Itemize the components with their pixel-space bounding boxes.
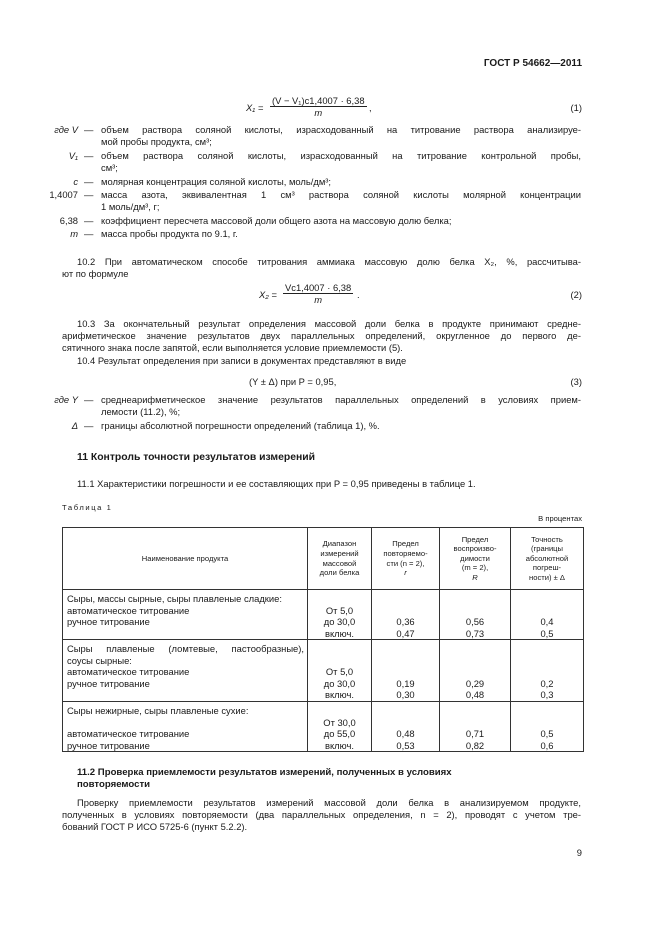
table-cell-line bbox=[511, 666, 583, 678]
table-cell-r bbox=[372, 640, 440, 702]
table-cell-acc bbox=[511, 590, 584, 640]
table-cell-line bbox=[372, 655, 439, 667]
where-symbol: где Y bbox=[54, 394, 78, 405]
where-dash: — bbox=[84, 420, 94, 431]
table-1-header-line: сти (n = 2), bbox=[386, 558, 425, 568]
table-cell-R bbox=[440, 702, 511, 752]
table-cell-line bbox=[440, 655, 510, 667]
table-cell-line: Сыры, массы сырные, сыры плавленые сладкие: bbox=[67, 593, 282, 604]
paragraph-10-2-line-1: 10.2 При автоматическом способе титрования аммиака массовую долю белка X₂, %, рассчитыва- bbox=[77, 256, 581, 267]
section-11-title: 11 Контроль точности результатов измерений bbox=[77, 452, 316, 463]
where-dash: — bbox=[84, 150, 94, 161]
table-1-header-cell bbox=[372, 528, 440, 590]
table-1-header-line: Предел bbox=[392, 539, 419, 549]
table-cell-acc bbox=[511, 640, 584, 702]
table-1-header-line: (границы bbox=[531, 544, 563, 554]
where-description-line: границы абсолютной погрешности определений (таблица 1), %. bbox=[101, 420, 380, 431]
table-1-header-cell bbox=[511, 528, 584, 590]
where-dash: — bbox=[84, 215, 94, 226]
table-cell-name bbox=[63, 702, 308, 752]
where-symbol: c bbox=[73, 176, 78, 187]
table-cell-line bbox=[372, 666, 439, 678]
table-cell-line bbox=[511, 643, 583, 655]
table-1-header-cell bbox=[308, 528, 372, 590]
formula-1-fraction bbox=[270, 95, 367, 118]
table-cell-line: Сыры нежирные, сыры плавленые сухие: bbox=[67, 705, 249, 716]
page-number: 9 bbox=[576, 847, 582, 858]
table-cell-line: 0,4 bbox=[540, 616, 554, 627]
where-dash: — bbox=[84, 189, 94, 200]
where-dash: — bbox=[84, 394, 94, 405]
where-description-line: 1 моль/дм³, г; bbox=[101, 201, 160, 212]
table-1-header-line: R bbox=[472, 572, 478, 582]
table-1-caption: Таблица 1 bbox=[62, 503, 113, 512]
where-description-line: масса азота, эквивалентная 1 см³ раствора соляной кислоты молярной концентрации bbox=[101, 189, 581, 200]
table-cell-line: включ. bbox=[325, 627, 354, 639]
paragraph-10-3-line-3: сятичного знака после запятой, если выполняется условие приемлемости (5). bbox=[62, 342, 403, 353]
table-cell-line: автоматическое титрование bbox=[67, 666, 190, 677]
where-symbol: 1,4007 bbox=[49, 189, 78, 200]
table-1-header-line: доли белка bbox=[319, 568, 360, 578]
table-cell-line: до 30,0 bbox=[323, 616, 356, 627]
table-cell-line: автоматическое титрование bbox=[67, 728, 190, 739]
paragraph-10-3-line-2: арифметическое значение результатов двух параллельных определений, округленное до первого де- bbox=[62, 330, 581, 341]
table-1-header-line: r bbox=[404, 568, 407, 578]
where-symbol: 6,38 bbox=[59, 215, 78, 226]
where-description-line: коэффициент пересчета массовой доли общего азота на массовую долю белка; bbox=[101, 215, 452, 226]
table-1-header-line: воспроизво- bbox=[453, 544, 497, 554]
table-1-body bbox=[63, 590, 584, 752]
table-cell-R bbox=[440, 640, 511, 702]
table-cell-line: От 5,0 bbox=[325, 604, 354, 616]
formula-1-lhs: X₁ = bbox=[246, 102, 264, 113]
table-1-header-line: погреш- bbox=[532, 563, 562, 573]
table-cell-line bbox=[372, 593, 439, 605]
table-1-header-cell bbox=[63, 528, 308, 590]
where-description bbox=[101, 189, 581, 213]
where-description-line: среднеарифметическое значение результатов параллельных определений в условиях прием- bbox=[101, 394, 581, 405]
table-cell-line bbox=[511, 593, 583, 605]
where-description bbox=[101, 420, 581, 432]
formula-2-denominator: m bbox=[314, 294, 322, 305]
table-cell-line bbox=[440, 643, 510, 655]
table-cell-line: 0,6 bbox=[540, 739, 554, 751]
table-cell-line bbox=[511, 605, 583, 617]
table-cell-line: 0,2 bbox=[540, 677, 554, 689]
table-1-header-line: повторяемо- bbox=[383, 548, 428, 558]
where-description-line: молярная концентрация соляной кислоты, моль/дм³; bbox=[101, 176, 332, 187]
where-symbol: m bbox=[70, 228, 78, 239]
where-description bbox=[101, 124, 581, 148]
table-1-header-row bbox=[63, 528, 584, 590]
where-dash: — bbox=[84, 176, 94, 187]
table-cell-line bbox=[308, 593, 371, 605]
table-1-header-line: абсолютной bbox=[525, 553, 569, 563]
table-cell-line: От 5,0 bbox=[325, 666, 354, 677]
table-row bbox=[63, 640, 584, 702]
where-symbol: Δ bbox=[71, 420, 78, 431]
table-cell-line bbox=[440, 605, 510, 617]
formula-2-numerator: Vc1,4007 · 6,38 bbox=[285, 282, 352, 293]
table-cell-name bbox=[63, 640, 308, 702]
table-cell-line: 0,47 bbox=[396, 627, 415, 639]
formula-1 bbox=[0, 92, 661, 126]
table-cell-line: 0,5 bbox=[540, 728, 554, 739]
table-1-header-line: Предел bbox=[461, 534, 489, 544]
table-cell-name bbox=[63, 590, 308, 640]
table-cell-line bbox=[511, 717, 583, 729]
table-cell-line: 0,53 bbox=[396, 739, 415, 751]
table-1-header-line: ности) ± Δ bbox=[529, 572, 565, 582]
table-cell-line: 0,71 bbox=[465, 728, 485, 739]
table-cell-line bbox=[67, 628, 304, 640]
table-cell-line: 0,48 bbox=[396, 728, 415, 739]
table-cell-line bbox=[372, 605, 439, 617]
where-description-line: масса пробы продукта по 9.1, г. bbox=[101, 228, 238, 239]
table-cell-line bbox=[372, 643, 439, 655]
formula-1-numerator: (V − V₁)c1,4007 · 6,38 bbox=[272, 95, 365, 106]
table-1 bbox=[62, 527, 584, 752]
table-row bbox=[63, 590, 584, 640]
paragraph-10-3-line-1: 10.3 За окончательный результат определения массовой доли белка в продукте принимают средне- bbox=[77, 318, 581, 329]
where-description-line: см³; bbox=[101, 162, 118, 173]
table-cell-line bbox=[372, 717, 439, 729]
where-description bbox=[101, 215, 581, 227]
table-cell-line: до 55,0 bbox=[323, 728, 356, 739]
table-cell-line: 0,56 bbox=[465, 616, 485, 627]
table-cell-line bbox=[308, 643, 371, 655]
where-description bbox=[101, 394, 581, 418]
table-cell-line: ручное титрование bbox=[67, 616, 150, 627]
formula-3: (Y ± Δ) при P = 0,95, bbox=[249, 376, 337, 387]
table-cell-line bbox=[440, 593, 510, 605]
table-cell-line: 0,5 bbox=[540, 627, 554, 639]
table-cell-line: ручное титрование bbox=[67, 677, 150, 689]
formula-2-lhs: X₂ = bbox=[259, 289, 277, 300]
table-cell-line: до 30,0 bbox=[323, 677, 356, 689]
formula-2-fraction bbox=[283, 282, 353, 305]
table-cell-line bbox=[511, 655, 583, 667]
paragraph-10-4: 10.4 Результат определения при записи в документах представляют в виде bbox=[77, 355, 407, 366]
table-cell-R bbox=[440, 590, 511, 640]
table-cell-line bbox=[511, 705, 583, 717]
formula-1-number: (1) bbox=[570, 102, 582, 113]
where-description-line: объем раствора соляной кислоты, израсходованный на титрование контрольной пробы, bbox=[101, 150, 581, 161]
table-cell-line: автоматическое титрование bbox=[67, 604, 190, 616]
table-cell-line bbox=[308, 705, 371, 717]
table-cell-line: 0,48 bbox=[465, 689, 485, 700]
section-11-2-title: 11.2 Проверка приемлемости результатов измерений, полученных в условиях повторяемости bbox=[77, 767, 452, 790]
table-1-header-line: массовой bbox=[322, 558, 357, 568]
where-description-line: мой пробы продукта, см³; bbox=[101, 136, 212, 147]
paragraph-11-1: 11.1 Характеристики погрешности и ее составляющих при P = 0,95 приведены в таблице 1. bbox=[77, 478, 476, 489]
table-cell-line: Сыры плавленые (ломтевые, пастообразные), bbox=[67, 643, 304, 654]
table-cell-line bbox=[67, 689, 304, 701]
table-cell-range bbox=[308, 640, 372, 702]
table-1-header-line: измерений bbox=[320, 548, 359, 558]
table-row bbox=[63, 702, 584, 752]
table-1-header-line: (m = 2), bbox=[461, 563, 489, 573]
where-description bbox=[101, 176, 581, 188]
table-1-header-cell bbox=[440, 528, 511, 590]
table-cell-range bbox=[308, 590, 372, 640]
where-dash: — bbox=[84, 228, 94, 239]
paragraph-10-2 bbox=[62, 256, 581, 280]
formula-3-number: (3) bbox=[570, 376, 582, 387]
table-cell-line: 0,82 bbox=[465, 739, 485, 751]
table-cell-line: 0,3 bbox=[540, 689, 554, 700]
table-1-header-line: Диапазон bbox=[322, 539, 357, 549]
table-cell-r bbox=[372, 590, 440, 640]
formula-1-denominator: m bbox=[314, 107, 323, 118]
where-symbol: V₁ bbox=[68, 150, 78, 161]
table-cell-line bbox=[308, 655, 371, 667]
table-cell-line bbox=[440, 705, 510, 717]
formula-1-tail: , bbox=[369, 102, 372, 113]
formula-2-number: (2) bbox=[570, 289, 582, 300]
table-cell-r bbox=[372, 702, 440, 752]
table-1-header-line: димости bbox=[460, 553, 490, 563]
where-symbol: где V bbox=[54, 124, 78, 135]
table-cell-line bbox=[372, 705, 439, 717]
document-code: ГОСТ Р 54662—2011 bbox=[483, 58, 582, 69]
where-description-line: объем раствора соляной кислоты, израсходованный на титрование раствора анализируе- bbox=[101, 124, 581, 135]
table-cell-line bbox=[440, 717, 510, 729]
paragraph-10-3 bbox=[62, 318, 581, 354]
table-cell-line: 0,29 bbox=[465, 677, 485, 689]
where-description bbox=[101, 150, 581, 174]
formula-2 bbox=[0, 279, 661, 313]
formula-2-tail: . bbox=[357, 289, 360, 300]
paragraph-11-2: Проверку приемлемости результатов измерений массовой доли белка в анализируемом продукте, полученных в условиях повторяемости (два параллельных определения, n = 2), проводят с учетом тре- бований ГОСТ Р ИСО 5725-6 (пункт 5.2.2). bbox=[62, 797, 581, 832]
table-cell-line: От 30,0 bbox=[323, 716, 356, 728]
table-cell-line: включ. bbox=[325, 739, 354, 751]
table-cell-line: 0,73 bbox=[465, 627, 485, 639]
where-description-line: лемости (11.2), %; bbox=[101, 406, 181, 417]
table-cell-line: 0,19 bbox=[396, 677, 415, 689]
paragraph-10-2-line-2: ют по формуле bbox=[62, 268, 129, 279]
table-1-header-line: Наименование продукта bbox=[141, 553, 229, 563]
table-cell-range bbox=[308, 702, 372, 752]
table-1-unit-note: В процентах bbox=[538, 514, 582, 523]
table-cell-line: 0,36 bbox=[396, 616, 415, 627]
where-dash: — bbox=[84, 124, 94, 135]
table-cell-line bbox=[440, 666, 510, 678]
where-description bbox=[101, 228, 581, 240]
table-cell-line: соусы сырные: bbox=[67, 654, 132, 666]
table-cell-line: ручное титрование bbox=[67, 739, 150, 751]
table-cell-line bbox=[67, 717, 304, 729]
table-cell-acc bbox=[511, 702, 584, 752]
table-cell-line: включ. bbox=[325, 689, 354, 700]
table-1-header-line: Точность bbox=[531, 534, 563, 544]
table-cell-line: 0,30 bbox=[396, 689, 415, 700]
